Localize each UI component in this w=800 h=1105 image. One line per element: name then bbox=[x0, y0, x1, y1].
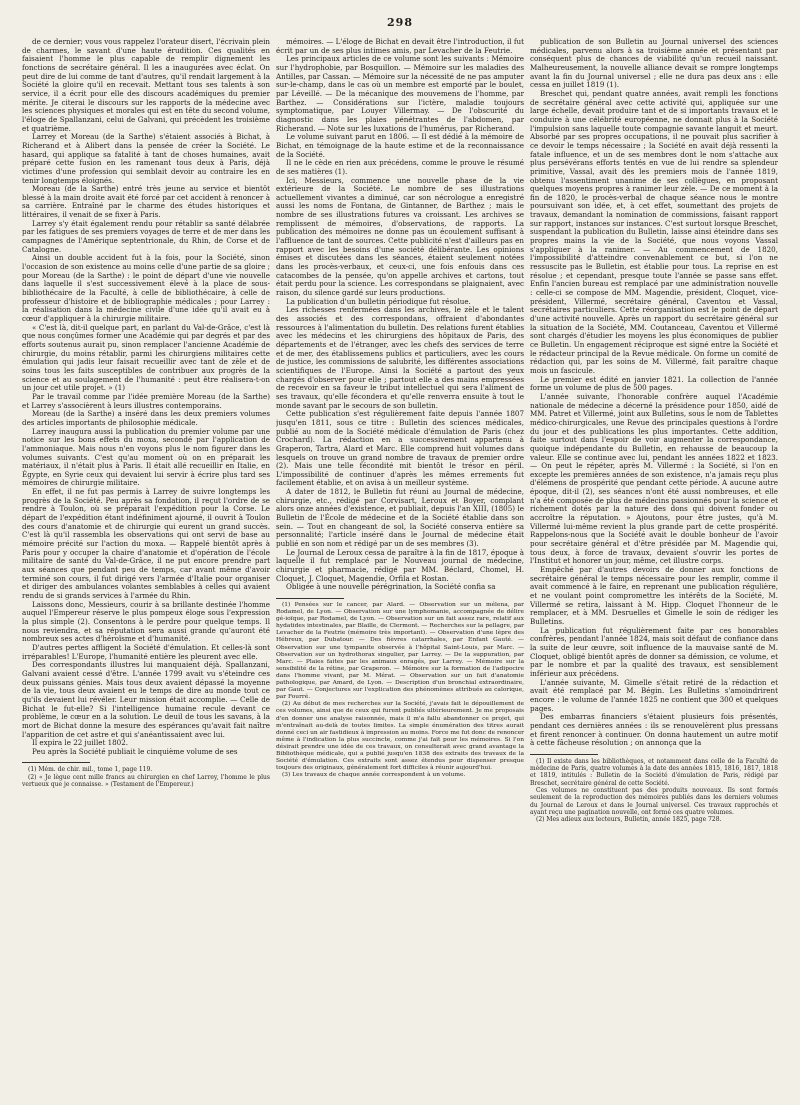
paragraph: Laissons donc, Messieurs, courir à sa brillante destinée l'homme auquel l'Empereur réserve le plus pompeux éloge sous l'expression la plus simple (2). Consentons à le perdre pour quelque temps. Il nous reviendra, et sa réputation sera aussi grande qu'auront été nombreux ses actes d'héroïsme et d'humanité. bbox=[22, 599, 270, 644]
paragraph: publication de son Bulletin au Journal universel des sciences médicales, parvenu alors à sa troisième année et présentant par conséquent plus de chances de viabilité qu'un recueil naissant. Malheureusement, la nouvelle alliance devait se rompre longtemps avant la fin du Journal universel ; elle ne dura pas deux ans : elle cessa en juillet 1819 (1). bbox=[530, 38, 778, 90]
column-right-body bbox=[530, 38, 778, 748]
paragraph: Il ne le cède en rien aux précédens, comme le prouve le résumé de ses matières (1). bbox=[276, 158, 524, 176]
footnote: (1) Il existe dans les bibliothèques, et notamment dans celle de la Faculté de médecine de Paris, quatre volumes à la date des années 1815, 1816, 1817, 1818 et 1819, intitulés : Bulletin de la Société d'émulation de Paris, rédigé par Breschet, secrétaire général de cette Société. bbox=[530, 757, 778, 787]
paragraph: Larrey s'y était également rendu pour rétablir sa santé délabrée par les fatigues de ses premiers voyages de terre et de mer dans les campagnes de l'Amérique septentrionale, du Rhin, de Corse et de Catalogne. bbox=[22, 218, 270, 254]
paragraph: Ici, Messieurs, commence une nouvelle phase de la vie extérieure de la Société. Le nombre de ses illustrations actuellement vivantes a diminué, car son nécrologue a enregistré aussi les noms de Fontana, de Gintanner, de Barthez ; mais le nombre de ses illustrations futures va croissant. Les archives se remplissent de mémoires, d'observations, de rapports. La publication des mémoires ne donne pas un écoulement suffisant à l'affluence de tant de sources. Cette publicité n'est d'ailleurs pas en rapport avec les besoins d'une société délibérante. Les opinions émises et discutées dans les séances, étaient seulement notées dans les procès-verbaux, et ceux-ci, une fois enfouis dans ces catacombes de la pensée, qu'on appelle archives et cartons, tout était perdu pour la science. Les correspondans se plaignaient, avec raison, du silence gardé sur leurs productions. bbox=[276, 175, 524, 298]
paragraph: Larrey inaugura aussi la publication du premier volume par une notice sur les bons effets du moxa, secondé par l'application de l'ammoniaque. Mais nous n'en voyons plus le nom figurer dans les volumes suivants. C'est qu'au moment où on en préparait les matériaux, il n'était plus à Paris. Il était allé recueillir en Italie, en Égypte, en Syrie ceux qui devaient lui servir à écrire plus tard ses mémoires de chirurgie militaire. bbox=[22, 426, 270, 488]
paragraph: Obligée à une nouvelle pérégrination, la Société confia sa bbox=[286, 582, 496, 592]
paragraph: Le premier est édité en janvier 1821. La collection de l'année forme un volume de plus de 500 pages. bbox=[530, 374, 778, 393]
paragraph: Moreau (de la Sarthe) entré très jeune au service et bientôt blessé à la main droite avait été forcé par cet accident à renoncer à sa carrière. Entraîné par le charme des études historiques et littéraires, il venait de se fixer à Paris. bbox=[22, 184, 270, 220]
paragraph: La publication fut régulièrement faite par ces honorables confrères, pendant l'année 1824, mais soit défaut de confiance dans la suite de leur œuvre, soit influence de la mauvaise santé de M. Cloquet, obligé bientôt après de donner sa démission, ce volume, et par le nombre et par la qualité des travaux, est sensiblement inférieur aux précédens. bbox=[530, 625, 778, 678]
footnotes-right bbox=[530, 758, 778, 824]
column-left-body bbox=[22, 38, 270, 756]
paragraph: « C'est là, dit-il quelque part, en parlant du Val-de-Grâce, c'est là que nous conçûmes former une Académie qui par degrés et par des efforts soutenus aurait pu, sinon remplacer l'ancienne Académie de chirurgie, du moins rétablir, parmi les chirurgiens militaires cette émulation qui jadis leur faisait recueillir avec tant de zèle et de soins tous les faits susceptibles de contribuer aux progrès de la science et au soulagement de l'humanité : peut être réalisera-t-on un jour cet utile projet. » (1) bbox=[22, 322, 270, 393]
paragraph: Breschet qui, pendant quatre années, avait rempli les fonctions de secrétaire général avec cette activité qui, appliquée sur une large échelle, devait produire tant et de si importants travaux et le conduire à une célébrité européenne, ne donnait plus à la Société l'impulsion sans laquelle toute compagnie savante languit et meurt. Absorbé par ses propres occupations, il ne pouvait plus sacrifier à ce devoir le temps nécessaire ; la Société en avait déjà ressenti la fatale influence, et un de ses membres dont le nom s'attache aux plus persévérans efforts tentés en vue de lui rendre sa splendeur primitive, Vassal, avait dès les premiers mois de l'année 1819, obtenu l'assentiment unanime de ses collègues, en proposant quelques moyens propres à ranimer leur zèle. — De ce moment à la fin de 1820, le procès-verbal de chaque séance nous le montre poursuivant son idée, et, à cet effet, soumettant des projets de travaux, demandant la nomination de commissions, faisant rapport sur rapport, instances sur instances. C'est surtout lorsque Breschet, suspendant la publication du Bulletin, laisse ainsi éteindre dans ses propres mains la vie de la Société, que nous voyons Vassal s'appliquer à la ranimer. — Au commencement de 1820, l'impossibilité d'atteindre convenablement ce but, si l'on ne ressuscite pas le Bulletin, est établie pour tous. La reprise en est résolue ; et cependant, presque toute l'année se passe sans effet. Enfin l'ancien bureau est remplacé par une administration nouvelle : celle-ci se compose de MM. Magendie, président, Cloquet, vice-président, Villermé, secrétaire général, Caventou et Vassal, secrétaires particuliers. Cette réorganisation est le point de départ d'une activité nouvelle. Après un rapport du secrétaire général sur la situation de la Société, MM. Coutanceau, Caventou et Villermé sont chargés d'étudier les moyens les plus économiques de publier ce Bulletin. Un engagement réciproque est signé entre la Société et le rédacteur principal de la Revue médicale. On forme un comité de rédaction qui, par les soins de M. Villermé, fait paraître chaque mois un fascicule. bbox=[530, 88, 778, 375]
column-middle bbox=[276, 38, 524, 1090]
paragraph: D'autres pertes affligent la Société d'émulation. Et celles-là sont irréparables! L'Europe, l'humanité entière les pleurent avec elle. bbox=[22, 642, 270, 661]
paragraph: Larrey et Moreau (de la Sarthe) s'étaient associés à Bichat, à Richerand et à Alibert dans la pensée de créer la Société. Le hasard, qui applique sa fatalité à tant de choses humaines, avait préparé cette fusion en les ramenant tous deux à Paris, déjà victimes d'une profession qui semblait devoir au contraire les en tenir longtemps éloignés. bbox=[22, 132, 270, 185]
footnote: (1) Mém. de chir. mil., tome 1, page 119. bbox=[28, 766, 153, 774]
paragraph: Le Journal de Leroux cessa de paraître à la fin de 1817, époque à laquelle il fut remplacé par le Nouveau journal de médecine, chirurgie et pharmacie, rédigé par MM. Béclard, Chomel, H. Cloquet, J. Cloquet, Magendie, Orfila et Rostan. bbox=[276, 547, 524, 583]
paragraph: Moreau (de la Sarthe) a inséré dans les deux premiers volumes des articles importants de philosophie médicale. bbox=[22, 409, 270, 427]
footnote: (2) Au début de mes recherches sur la Société, j'avais fait le dépouillement de ces volumes, ainsi que de ceux qui furent publiés ultérieurement. Je me proposais d'en donner une analyse raisonnée, mais il m'a fallu abandonner ce projet, qui m'entraînait au-delà de toutes limites. La simple énumération des titres aurait donné ceci un air fastidieux à impression au moins. Force me fut donc de renoncer même à l'indication la plus succincte, comme j'ai fait pour les mémoires. Si l'on désirait prendre une idée de ces travaux, on consulterait avec grand avantage la Bibliothèque médicale, qui a publié jusqu'en 1838 des extraits des travaux de la Société d'émulation. Ces extraits sont assez étendus pour dispenser presque toujours des originaux, généralement fort difficiles à réunir aujourd'hui. bbox=[276, 701, 524, 772]
column-middle-body bbox=[276, 38, 524, 592]
paragraph: Les principaux articles de ce volume sont les suivants : Mémoire sur l'hydrophobie, par Bosquillon. — Mémoire sur les maladies des Antilles, par Cassan. — Mémoire sur la nécessité de ne pas amputer sur-le-champ, dans le cas où un membre est emporté par le boulet, par Léveillé. — De la mécanique des mouvemens de l'homme, par Barthez. — Considérations sur l'ictère, maladie toujours symptomatique, par Louyer Villermay. — De l'obscurité du diagnostic dans les plaies pénétrantes de l'abdomen, par Richerand. — Note sur les luxations de l'humérus, par Richerand. bbox=[276, 54, 524, 133]
column-right bbox=[530, 38, 778, 1090]
page-number: 298 bbox=[387, 16, 413, 29]
column-left bbox=[22, 38, 270, 1090]
footnote: (1) Pensées sur le cancer, par Alard. — Observation sur un mélena, par Rodamel, de Lyon. — Observation sur une lymphomanie, accompagnée de délire gé-ioïque, par Rodamel, de Lyon. — Observation sur un fait assez rare, relatif aux hydatides intestinales, par Blaille, de Clermont. — Recherches sur la pellagre, par Levacher de la Feutrie (mémoire très important). — Observation d'une lèpre des Hébreux, par Dubatour. — Des fièvres catarrhales, par Enfant Gauté. — Observation sur une tympanite observée à l'hôpital Saint-Louis, par Marc. — Observation sur un hydrothorax singulier, par Larrey. — De la suppuration, par Marc. — Plaies faites par les animaux enragés, par Larrey. — Mémoire sur la sensibilité de la rétine, par Graperon. — Mémoire sur la formation de l'adipocire dans l'homme vivant, par M. Mérat. — Observation sur un fait d'anatomie pathologique, par Amard, de Lyon. — Description d'un bronchial extraordinaire, par Gaut. — Conjectures sur l'explication des phénomènes attribués au calorique, par Fourré. bbox=[276, 602, 524, 701]
footnote: Ces volumes ne constituent pas des produits nouveaux. Ils sont formés seulement de la reproduction des mémoires publiés dans les derniers volumes du Journal de Leroux et dans le Journal universel. Ces travaux rapprochés et ayant reçu une pagination nouvelle, ont formé ces quatre volumes. bbox=[530, 787, 778, 816]
paragraph: Cette publication s'est régulièrement faite depuis l'année 1807 jusqu'en 1811, sous ce titre : Bulletin des sciences médicales, publié au nom de la Société médicale d'émulation de Paris (chez Crochard). La rédaction en a successivement appartenu à Graperon, Tartra, Alard et Marc. Elle comprend huit volumes dans lesquels on trouve un grand nombre de travaux de premier ordre (2). Mais une telle fécondité mit bientôt le trésor en péril. L'impossibilité de continuer d'après les mêmes errements fut facilement établie, et on avisa à un meilleur système. bbox=[276, 409, 524, 488]
paragraph: Le volume suivant parut en 1806. — Il est dédié à la mémoire de Bichat, en témoignage de la haute estime et de la reconnaissance de la Société. bbox=[276, 132, 524, 159]
paragraph: Ainsi un double accident fut à la fois, pour la Société, sinon l'occasion de son existence au moins celle d'une partie de sa gloire ; pour Moreau (de la Sarthe) : le point de départ d'une vie nouvelle dans laquelle il s'est successivement élevé à la place de sous-bibliothécaire de la Faculté, à celle de bibliothécaire, à celle de professeur d'histoire et de bibliographie médicales ; pour Larrey : la réalisation dans la médecine civile d'une idée qu'il avait eu à cœur d'appliquer à la chirurgie militaire. bbox=[22, 253, 270, 323]
footnote-separator bbox=[22, 762, 90, 763]
paragraph: Peu après la Société publiait le cinquième volume de ses bbox=[32, 746, 238, 756]
footnotes-left bbox=[22, 766, 270, 788]
footnote: (2) Mes adieux aux lecteurs, Bulletin, année 1825, page 728. bbox=[536, 816, 722, 824]
paragraph: mémoires. — L'éloge de Bichat en devait être l'introduction, il fut écrit par un de ses plus intimes amis, par Levacher de la Feutrie. bbox=[276, 38, 524, 55]
paragraph: La publication d'un bulletin périodique fut résolue. bbox=[286, 296, 471, 306]
paragraph: de ce dernier; vous vous rappelez l'orateur disert, l'écrivain plein de charmes, le savant d'une haute érudition. Ces qualités en faisaient l'homme le plus capable de remplir dignement les fonctions de secrétaire général. Il les a inaugurées avec éclat. On peut dire de lui comme de tant d'autres, qu'il rendait largement à la Société la gloire qu'il en recevait. Mettant tous ses talents à son service, il a écrit pour elle des discours académiques du premier mérite. Je citerai le discours sur les rapports de la médecine avec les sciences physiques et morales qui est en tête du second volume, l'éloge de Spallanzani, celui de Galvani, qui précèdent les troisième et quatrième. bbox=[22, 38, 270, 133]
footnote: (2) « Je lègue cent mille francs au chirurgien en chef Larrey, l'homme le plus vertueux que je connaisse. » (Testament de l'Empereur.) bbox=[22, 773, 270, 789]
paragraph: Les richesses renfermées dans les archives, le zèle et le talent des associés et des correspondans, offraient d'abondantes ressources à l'alimentation du bulletin. Des relations furent établies avec les médecins et les chirurgiens des hôpitaux de Paris, des départements et de l'étranger, avec les chefs des services de terre et de mer, des établissemens publics et particuliers, avec les cours de justice, les commissions de salubrité, les différentes associations scientifiques de l'Europe. Ainsi la Société a partout des yeux chargés d'observer pour elle ; partout elle a des mains empressées de recevoir en sa faveur le tribut intellectuel qui sera l'aliment de ses travaux, qu'elle fécondera et qu'elle renverra ensuite à tout le monde savant par le secours de son bulletin. bbox=[276, 305, 524, 410]
footnote-separator bbox=[530, 754, 598, 755]
paragraph: Des correspondants illustres lui manquaient déjà. Spallanzani, Galvani avaient cessé d'être. L'année 1799 avait vu s'éteindre ces deux puissans génies. Mais tous deux avaient dépassé la moyenne de la vie, tous deux avaient eu le temps de dire au monde tout ce qu'ils devaient lui révéler. Leur mission était accomplie. — Celle de Bichat le fut-elle? Si l'intelligence humaine recule devant ce problème, le cœur en a la solution. Le deuil de tous les savans, à la mort de Bichat donne la mesure des espérances qu'avait fait naître l'apparition de cet astre et qui s'anéantissaient avec lui. bbox=[22, 660, 270, 739]
footnote-separator bbox=[276, 598, 344, 599]
paragraph: Par le travail comme par l'idée première Moreau (de la Sarthe) et Larrey s'associèrent à leurs illustres contemporains. bbox=[22, 391, 270, 410]
paragraph: L'année suivante, M. Gimelle s'était retiré de la rédaction et avait été remplacé par M. Bégin. Les Bulletins s'amoindrirent encore : le volume de l'année 1825 ne contient que 300 et quelques pages. bbox=[530, 677, 778, 713]
paragraph: En effet, il ne fut pas permis à Larrey de suivre longtemps les progrès de la Société. Peu après sa fondation, il reçut l'ordre de se rendre à Toulon, où se préparait l'expédition pour la Corse. Le départ de l'expédition étant indéfiniment ajourné, il ouvrit à Toulon des cours d'anatomie et de chirurgie qui eurent un grand succès. C'est là qu'il rassembla les observations qui ont servi de base au mémoire précité sur l'action du moxa. — Rappelé bientôt après à Paris pour y occuper la chaire d'anatomie et d'opération de l'école militaire de santé du Val-de-Grâce, il ne put encore prendre part aux séances que pendant peu de temps, car avant même d'avoir terminé son cours, il fut dirigé vers l'armée d'Italie pour organiser et diriger des ambulances volantes semblables à celles qui avaient rendu de si grands services à l'armée du Rhin. bbox=[22, 487, 270, 600]
paragraph: Des embarras financiers s'étaient plusieurs fois présentés, pendant ces dernières années : ils se renouvelèrent plus pressans et firent renoncer à continuer. On donna hautement un autre motif à cette fâcheuse résolution ; on annonça que la bbox=[530, 712, 778, 748]
paragraph: Empêché par d'autres devoirs de donner aux fonctions de secrétaire général le temps nécessaire pour les remplir, comme il avait commencé à le faire, en reprenant une publication régulière, et ne voulant point compromettre les intérêts de la Société, M. Villermé se retira, laissant à M. Hipp. Cloquet l'honneur de le remplacer, et à MM. Desruelles et Gimelle le soin de rédiger les Bulletins. bbox=[530, 565, 778, 626]
paragraph: A dater de 1812, le Bulletin fut réuni au Journal de médecine, chirurgie, etc., rédigé par Corvisart, Leroux et Boyer, complant alors onze années d'existence, et publiait, depuis l'an XIII, (1805) le Bulletin de l'École de médecine et de la Société établie dans son sein. — Tout en changeant de sol, la Société conserva entière sa personnalité; l'article inséré dans le Journal de médecine était publié en son nom et rédigé par un de ses membres (3). bbox=[276, 487, 524, 549]
paragraph: L'année suivante, l'honorable confrère auquel l'Académie nationale de médecine a décerné la présidence pour 1850, aidé de MM. Patret et Villermé, joint aux Bulletins, sous le nom de Tablettes médico-chirurgicales, une Revue des principales questions à l'ordre du jour et des publications les plus importantes. Cette addition, faite surtout dans l'espoir de voir augmenter la correspondance, quoique indépendante du Bulletin, en rehausse de beaucoup la valeur. Elle se continue avec lui, pendant les années 1822 et 1823. — On peut le répéter, après M. Villermé : la Société, si l'on en excepte les premières années de son existence, n'a jamais reçu plus d'élémens de prospérité que pendant cette période. A aucune autre époque, dit-il (2), ses séances n'ont été aussi nombreuses, et elle n'a été composée de plus de médecins passionnés pour la science et richement dotés par la nature des dons qui doivent fonder ou accroître la réputation. » Ajoutons, pour être justes, qu'à M. Villermé lui-même revient la plus grande part de cette prospérité. Rappelons-nous que la Société avait le double bonheur de l'avoir pour secrétaire général et d'être présidée par M. Magendie qui, tous deux, à force de travaux, devaient s'ouvrir les portes de l'Institut et honorer un jour, même, cet illustre corps. bbox=[530, 391, 778, 566]
footnotes-middle bbox=[276, 602, 524, 779]
footnote: (3) Les travaux de chaque année correspondent à un volume. bbox=[282, 772, 466, 779]
paragraph: Il expira le 22 juillet 1802. bbox=[32, 738, 129, 748]
